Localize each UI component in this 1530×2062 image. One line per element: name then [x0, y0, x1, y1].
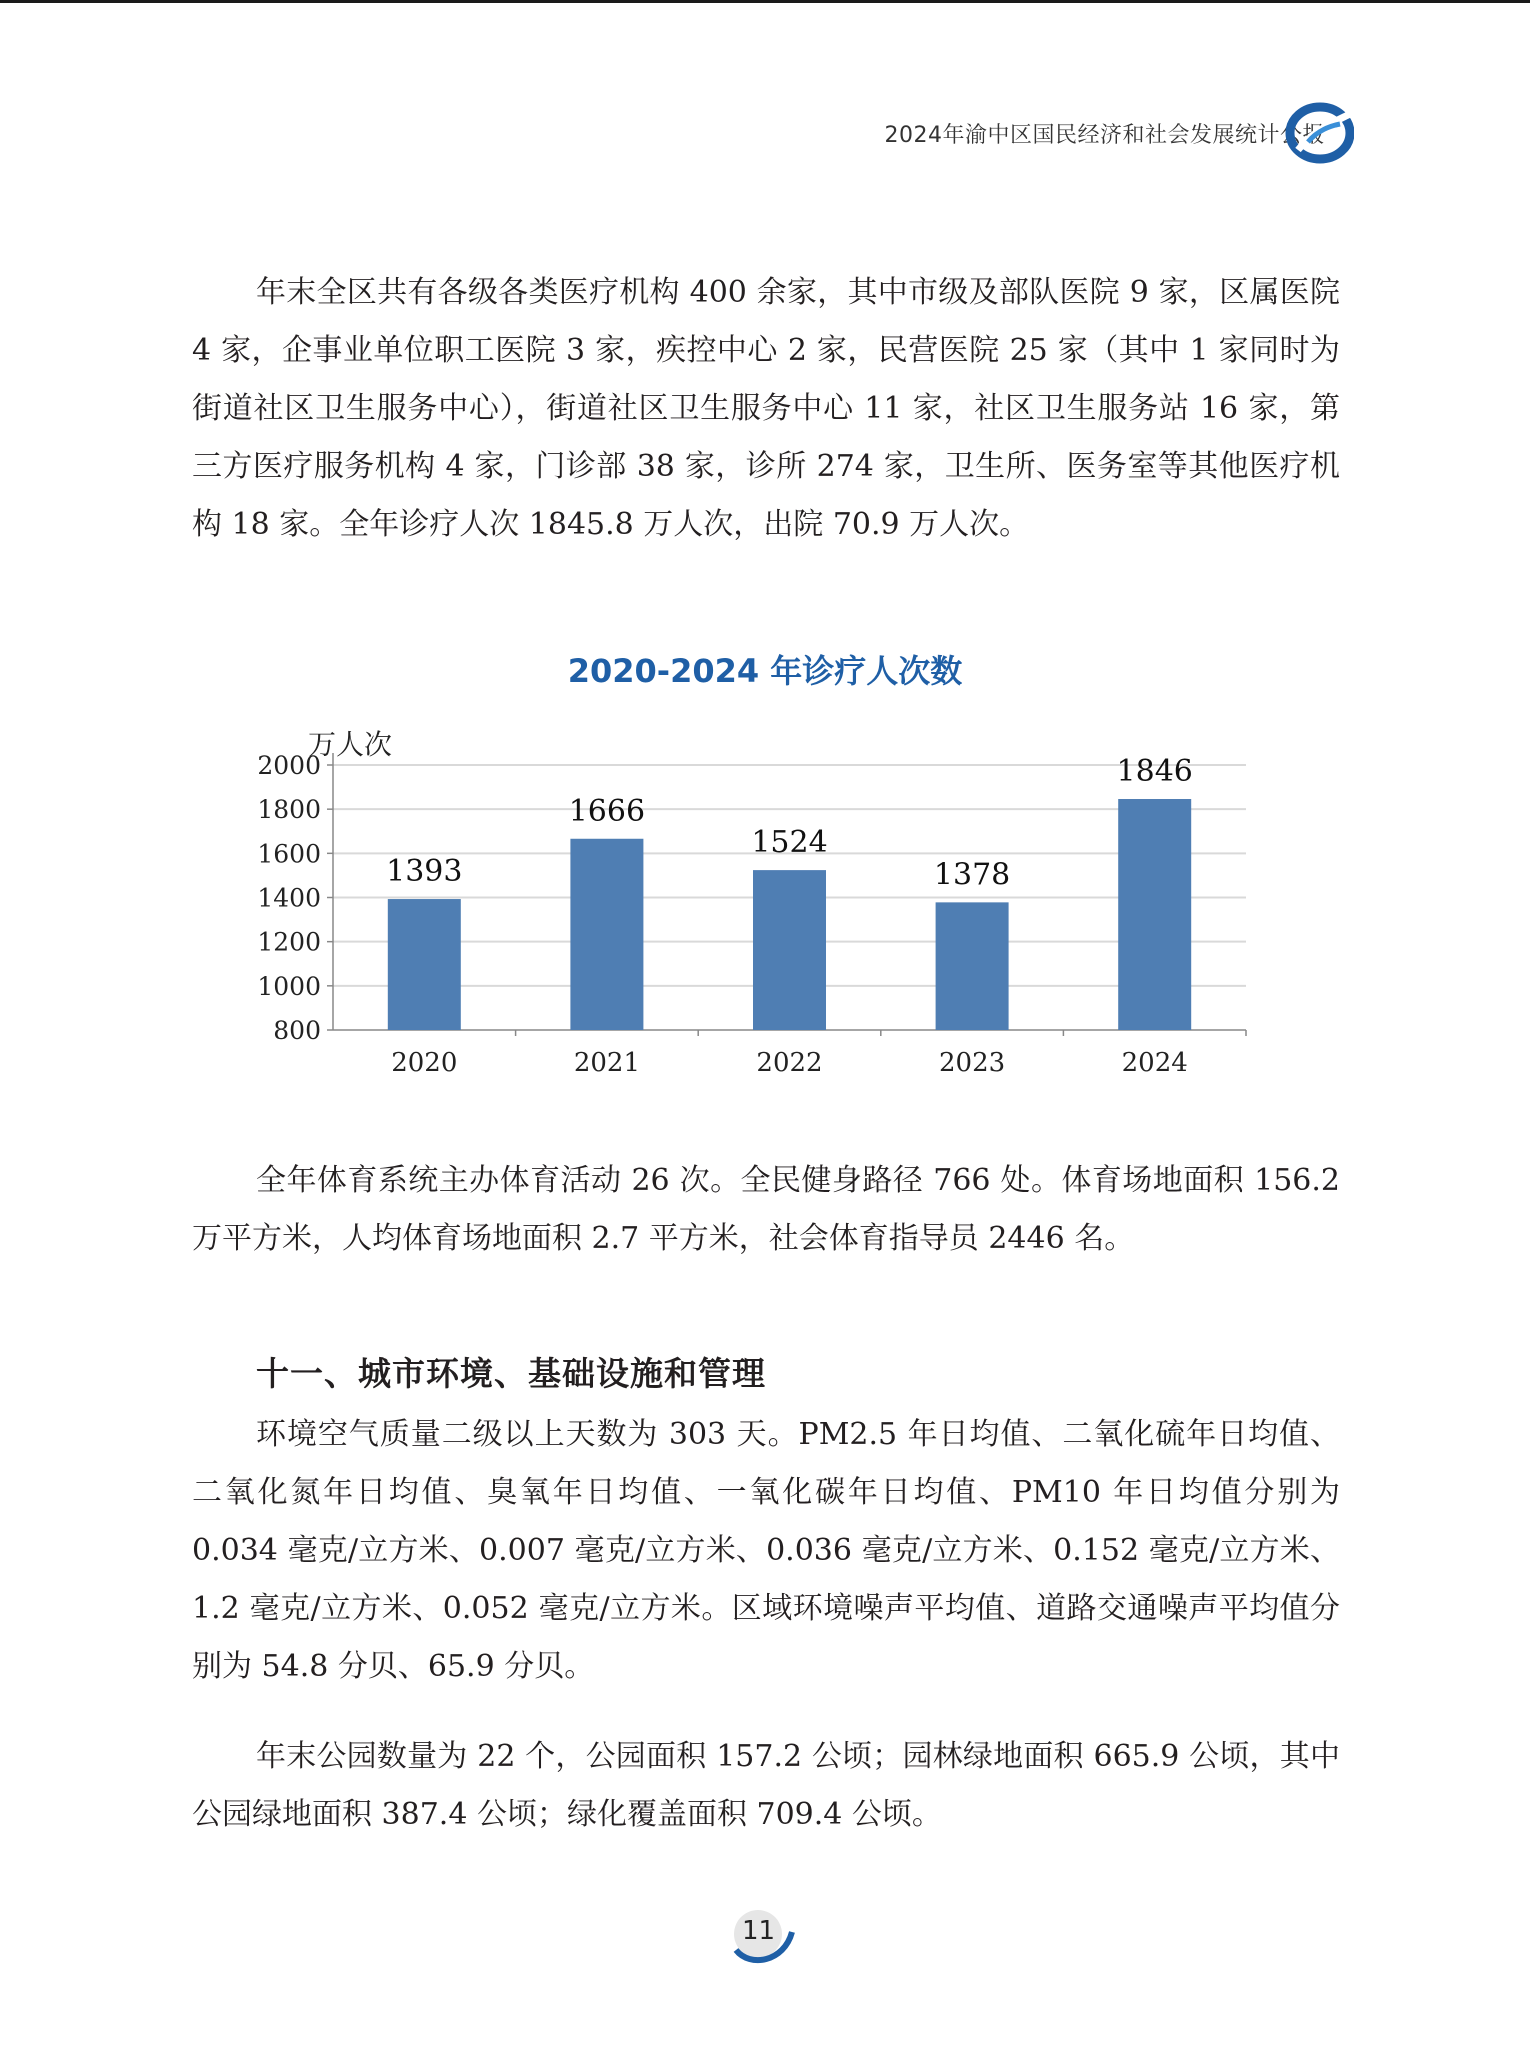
- chart-title: 2020-2024 年诊疗人次数: [567, 652, 963, 690]
- bar: [570, 839, 643, 1030]
- bar: [753, 870, 826, 1030]
- bar: [1118, 799, 1191, 1030]
- visits-bar-chart: [230, 720, 1270, 1090]
- page-number-badge: [728, 1906, 798, 1966]
- bar-value-label: 1846: [1116, 754, 1193, 790]
- page-number: 11: [742, 1916, 776, 1946]
- y-axis-unit-label: 万人次: [308, 728, 393, 761]
- bar-value-label: 1393: [386, 854, 463, 890]
- report-header-title: 2024年渝中区国民经济和社会发展统计公报: [884, 123, 1325, 148]
- y-tick-label: 800: [273, 1016, 321, 1045]
- y-tick-label: 2000: [257, 751, 321, 780]
- x-tick-label: 2023: [939, 1048, 1006, 1078]
- bar-value-label: 1666: [568, 793, 646, 829]
- x-tick-label: 2020: [391, 1048, 458, 1078]
- section-heading: 十一、城市环境、基础设施和管理: [256, 1354, 766, 1393]
- bar-value-label: 1378: [933, 857, 1011, 893]
- statistics-logo-icon: [1284, 100, 1354, 166]
- x-tick-label: 2022: [756, 1048, 823, 1078]
- parks-paragraph: 年末公园数量为 22 个，公园面积 157.2 公顷；园林绿地面积 665.9 公顷，其中公园绿地面积 387.4 公顷；绿化覆盖面积 709.4 公顷。: [192, 1739, 1340, 1832]
- medical-paragraph: 年末全区共有各级各类医疗机构 400 余家，其中市级及部队医院 9 家，区属医院 4 家，企事业单位职工医院 3 家，疾控中心 2 家，民营医院 25 家（其中 1 家同时为街道社区卫生服务中心），街道社区卫生服务中心 11 家，社区卫生服务站 16 家，第三方医疗服务机构 4 家，门诊部 38 家，诊所 274 家，卫生所、医务室等其他医疗机构 18 家。全年诊疗人次 1845.8 万人次，出院 70.9 万人次。: [192, 275, 1340, 542]
- y-tick-label: 1600: [257, 839, 321, 869]
- bar: [388, 899, 461, 1030]
- environment-paragraph: 环境空气质量二级以上天数为 303 天。PM2.5 年日均值、二氧化硫年日均值、二氧化氮年日均值、臭氧年日均值、一氧化碳年日均值、PM10 年日均值分别为 0.034 毫克/立方米、0.007 毫克/立方米、0.036 毫克/立方米、0.152 毫克/立方米、1.2 毫克/立方米、0.052 毫克/立方米。区域环境噪声平均值、道路交通噪声平均值分别为 54.8 分贝、65.9 分贝。: [192, 1417, 1340, 1684]
- x-tick-label: 2024: [1121, 1048, 1188, 1078]
- y-tick-label: 1200: [257, 927, 321, 957]
- y-tick-label: 1800: [257, 795, 321, 825]
- x-tick-label: 2021: [573, 1048, 640, 1078]
- y-tick-label: 1000: [257, 971, 321, 1001]
- sports-paragraph: 全年体育系统主办体育活动 26 次。全民健身路径 766 处。体育场地面积 156.2 万平方米，人均体育场地面积 2.7 平方米，社会体育指导员 2446 名。: [192, 1163, 1340, 1256]
- bar-value-label: 1524: [751, 825, 828, 861]
- top-rule: [0, 0, 1530, 3]
- bar: [936, 902, 1009, 1030]
- y-tick-label: 1400: [257, 883, 321, 913]
